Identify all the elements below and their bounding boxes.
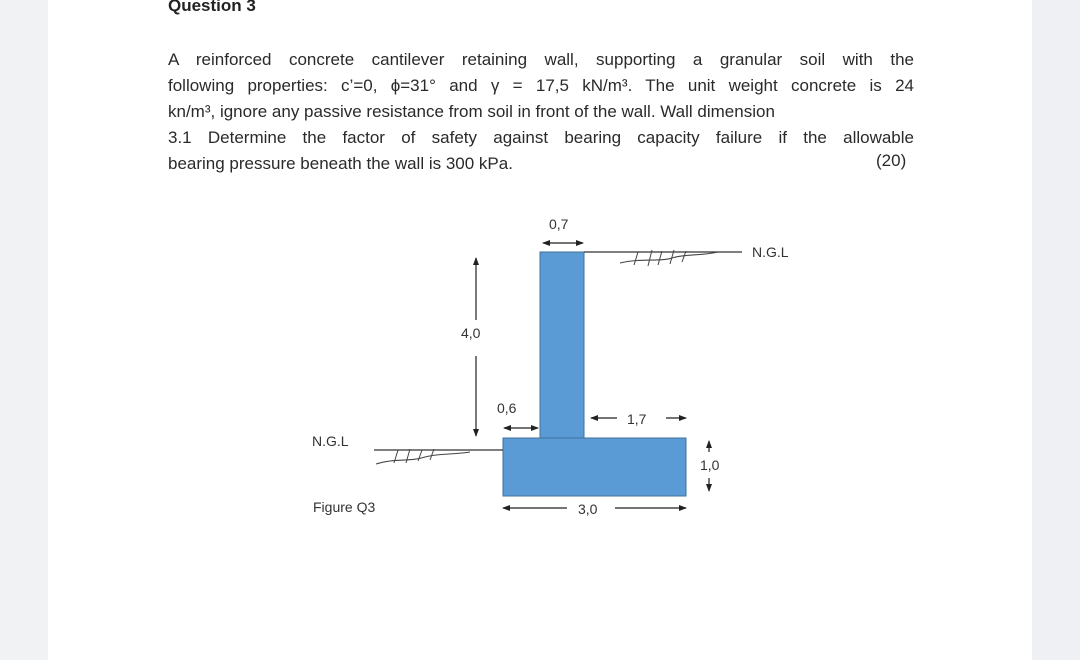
- wall-base: [503, 438, 686, 496]
- dim-stem-top-label: 0,7: [549, 216, 569, 232]
- question-line: kn/m³, ignore any passive resistance from soil in front of the wall. Wall dimension: [168, 102, 775, 121]
- wall-stem: [540, 252, 584, 439]
- question-heading: Question 3: [168, 0, 256, 15]
- dim-base-width-label: 3,0: [578, 501, 598, 517]
- dim-heel-label: 1,7: [627, 411, 647, 427]
- dim-stem-bottom-label: 0,6: [497, 400, 517, 416]
- question-line: bearing pressure beneath the wall is 300 kPa.: [168, 154, 513, 173]
- right-ground-line: [584, 250, 742, 266]
- question-marks: (20): [876, 151, 907, 170]
- question-line: A reinforced concrete cantilever retaining wall, supporting a granular soil with the: [168, 50, 914, 69]
- question-line: following properties: c’=0, ϕ=31° and γ = 17,5 kN/m³. The unit weight concrete is 24: [168, 76, 914, 95]
- dim-height-label: 4,0: [461, 325, 481, 341]
- ngl-left-label: N.G.L: [312, 433, 349, 449]
- left-ground-line: [374, 449, 503, 464]
- dim-base-thickness-label: 1,0: [700, 457, 720, 473]
- figure-caption: Figure Q3: [313, 499, 376, 515]
- ngl-right-label: N.G.L: [752, 244, 789, 260]
- question-line: 3.1 Determine the factor of safety against bearing capacity failure if the allowable: [168, 128, 914, 147]
